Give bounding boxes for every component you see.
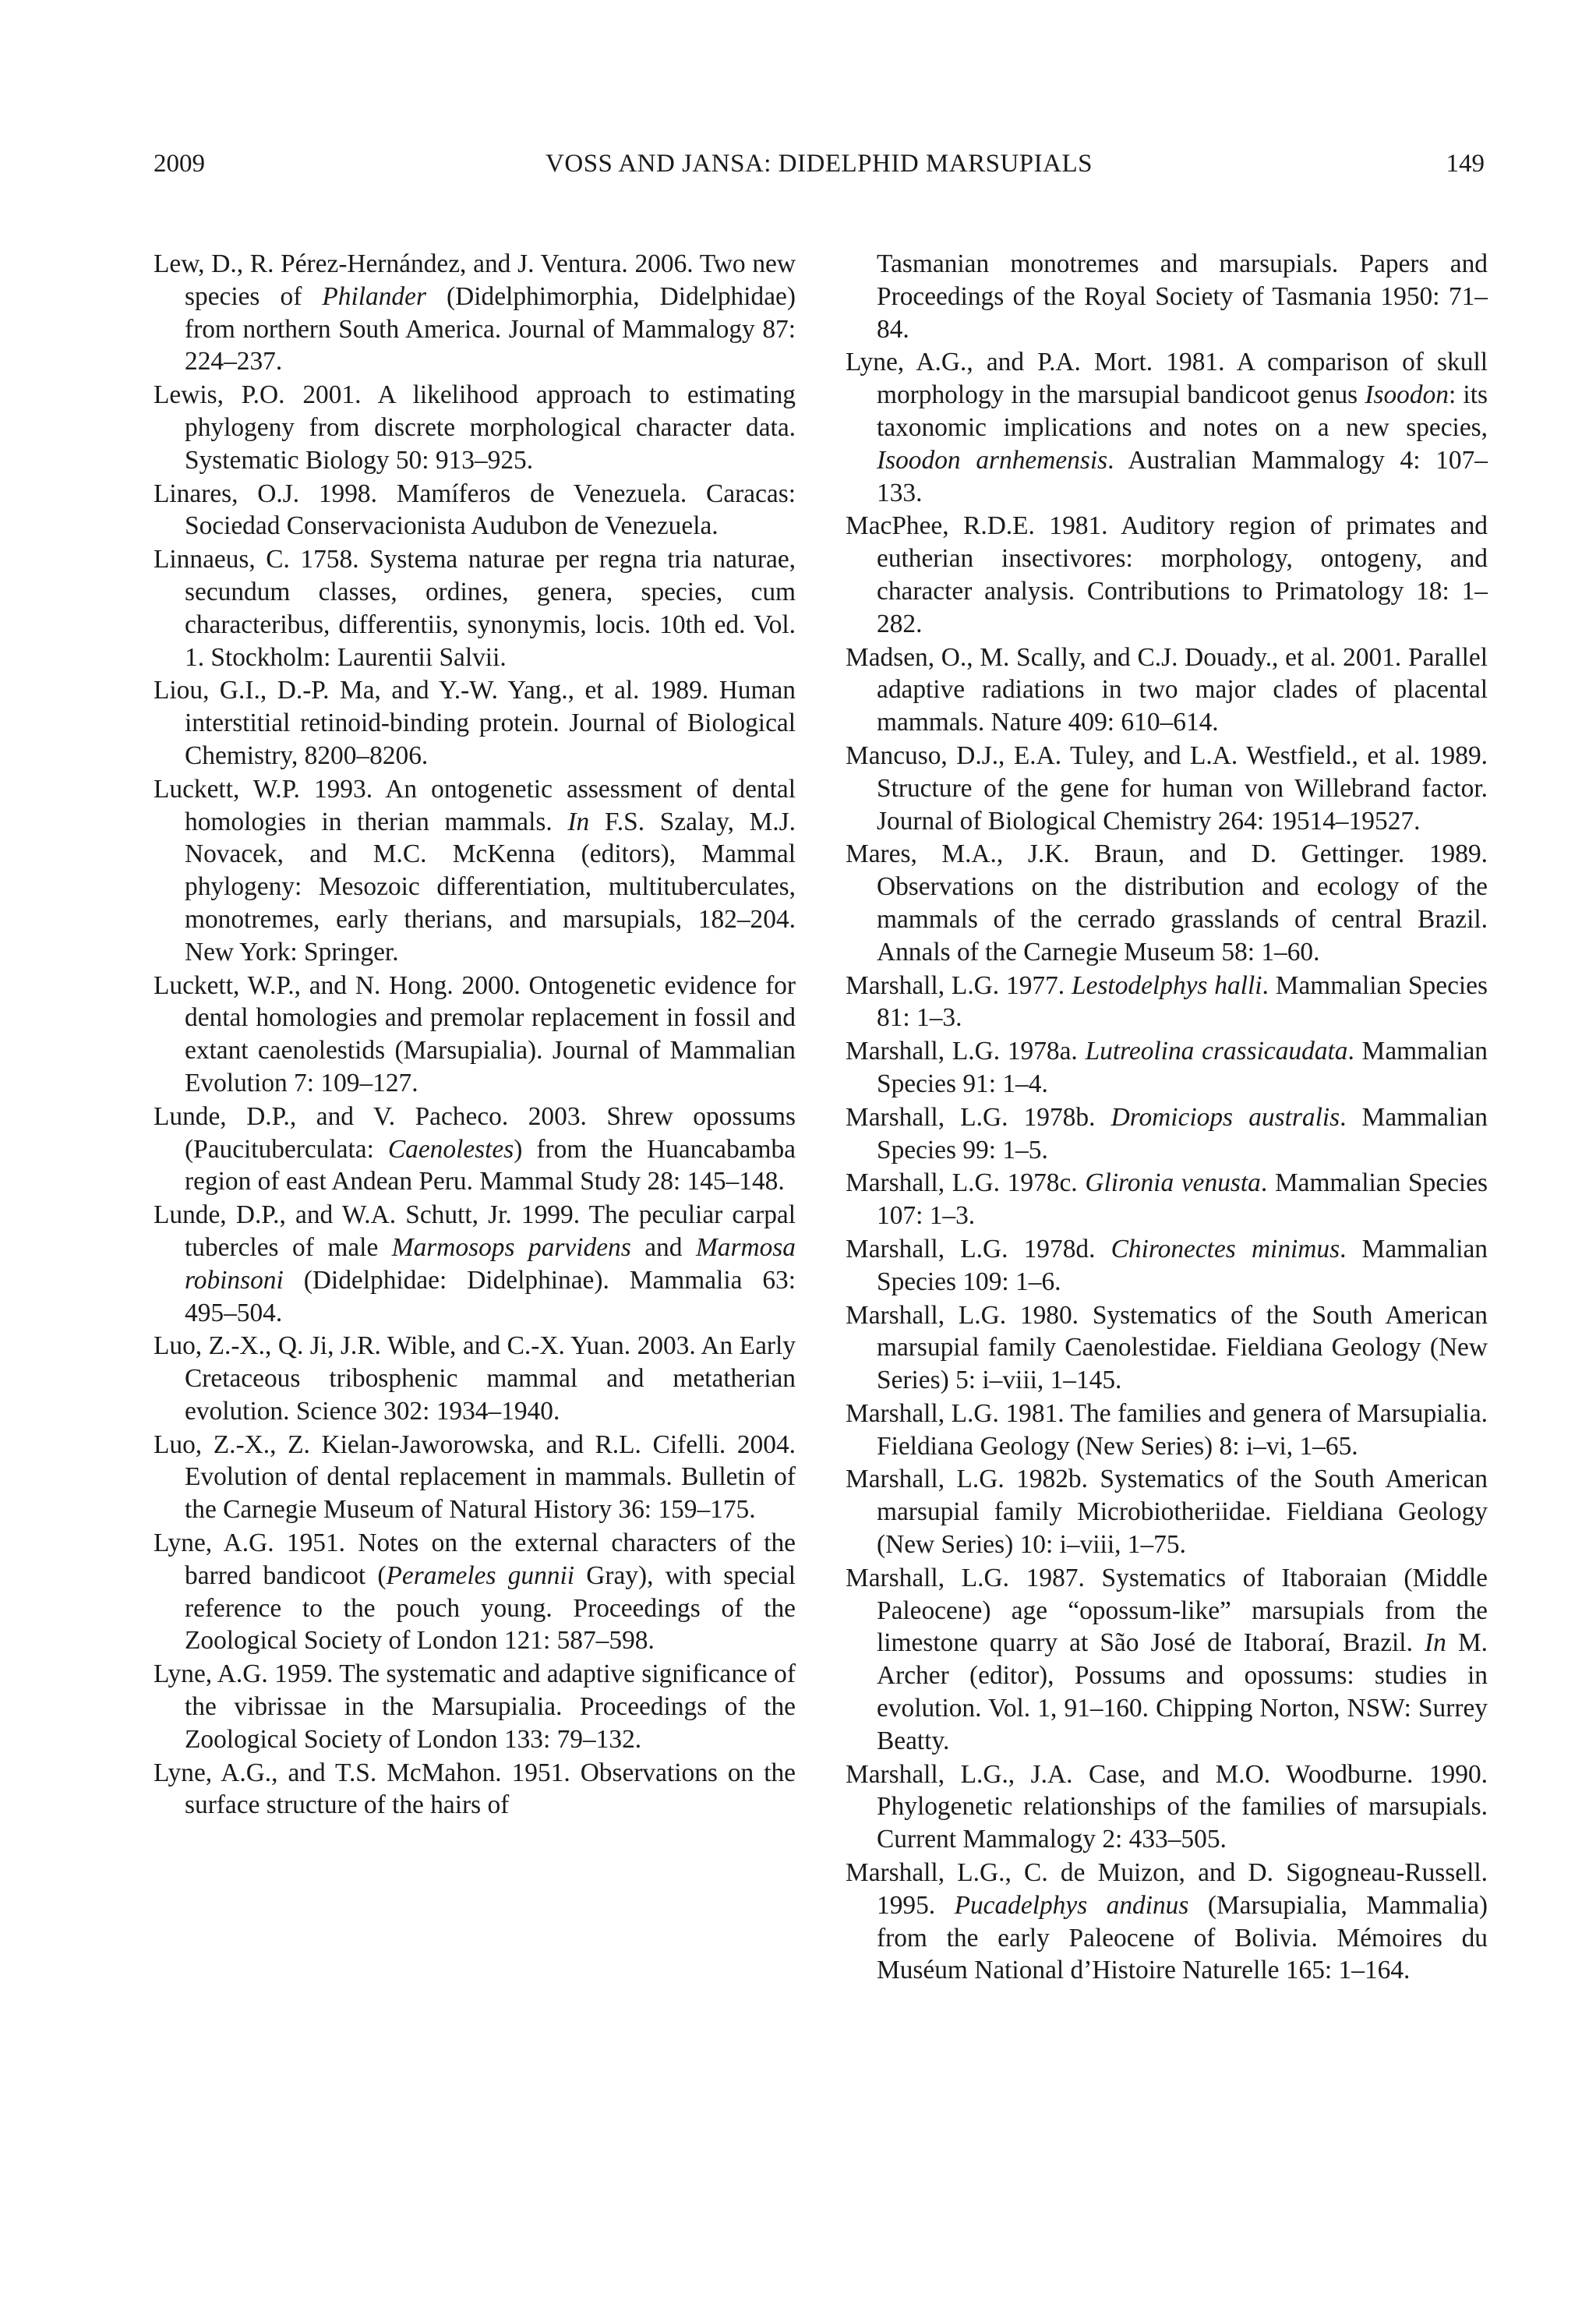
reference-entry: Linnaeus, C. 1758. Systema naturae per regna tria naturae, secundum classes, ordines, genera, species, cum characteribus, differentiis, synonymis, locis. 10th ed. Vol. 1. Stockholm: Laurentii Salvii.	[154, 545, 796, 672]
page-header	[154, 145, 1485, 182]
reference-entry: Mares, M.A., J.K. Braun, and D. Gettinger. 1989. Observations on the distribution and ecology of the mammals of the cerrado grasslands of central Brazil. Annals of the Carnegie Museum 58: 1–60.	[846, 839, 1488, 967]
reference-entry: Marshall, L.G., C. de Muizon, and D. Sigogneau-Russell. 1995. Pucadelphys andinus (Marsupialia, Mammalia) from the early Paleocene of Bolivia. Mémoires du Muséum National d’Histoire Naturelle 165: 1–164.	[846, 1858, 1488, 1985]
reference-entry: Luckett, W.P. 1993. An ontogenetic assessment of dental homologies in therian mammals. In F.S. Szalay, M.J. Novacek, and M.C. McKenna (editors), Mammal phylogeny: Mesozoic differentiation, multituberculates, monotremes, early therians, and marsupials, 182–204. New York: Springer.	[154, 774, 796, 967]
reference-entry: Luckett, W.P., and N. Hong. 2000. Ontogenetic evidence for dental homologies and premolar replacement in fossil and extant caenolestids (Marsupialia). Journal of Mammalian Evolution 7: 109–127.	[154, 970, 796, 1097]
reference-entry: Marshall, L.G. 1977. Lestodelphys halli. Mammalian Species 81: 1–3.	[846, 970, 1488, 1033]
references-right-column	[846, 248, 1488, 1988]
reference-entry: Tasmanian monotremes and marsupials. Papers and Proceedings of the Royal Society of Tasmania 1950: 71–84.	[877, 249, 1488, 344]
reference-entry: Marshall, L.G. 1982b. Systematics of the South American marsupial family Microbiotheriidae. Fieldiana Geology (New Series) 10: i–viii, 1–75.	[846, 1465, 1488, 1560]
reference-entry: Marshall, L.G. 1987. Systematics of Itaboraian (Middle Paleocene) age “opossum-like” marsupials from the limestone quarry at São José de Itaboraí, Brazil. In M. Archer (editor), Possums and opossums: studies in evolution. Vol. 1, 91–160. Chipping Norton, NSW: Surrey Beatty.	[846, 1563, 1488, 1755]
references-left-column	[154, 248, 796, 1822]
reference-entry: Liou, G.I., D.-P. Ma, and Y.-W. Yang., et al. 1989. Human interstitial retinoid-binding protein. Journal of Biological Chemistry, 8200–8206.	[154, 676, 796, 770]
reference-entry: Lunde, D.P., and W.A. Schutt, Jr. 1999. The peculiar carpal tubercles of male Marmosops parvidens and Marmosa robinsoni (Didelphidae: Didelphinae). Mammalia 63: 495–504.	[154, 1200, 796, 1327]
reference-entry: Mancuso, D.J., E.A. Tuley, and L.A. Westfield., et al. 1989. Structure of the gene for human von Willebrand factor. Journal of Biological Chemistry 264: 19514–19527.	[846, 740, 1488, 836]
reference-entry: Marshall, L.G., J.A. Case, and M.O. Woodburne. 1990. Phylogenetic relationships of the families of marsupials. Current Mammalogy 2: 433–505.	[846, 1759, 1488, 1854]
reference-entry: Marshall, L.G. 1978b. Dromiciops australis. Mammalian Species 99: 1–5.	[846, 1102, 1488, 1165]
reference-entry: Luo, Z.-X., Q. Ji, J.R. Wible, and C.-X. Yuan. 2003. An Early Cretaceous tribosphenic mammal and metatherian evolution. Science 302: 1934–1940.	[154, 1331, 796, 1426]
reference-entry: Marshall, L.G. 1978a. Lutreolina crassicaudata. Mammalian Species 91: 1–4.	[846, 1037, 1488, 1098]
page-number: 149	[1446, 150, 1485, 178]
reference-entry: Lyne, A.G. 1959. The systematic and adaptive significance of the vibrissae in the Marsupialia. Proceedings of the Zoological Society of London 133: 79–132.	[154, 1659, 796, 1754]
running-title: VOSS AND JANSA: DIDELPHID MARSUPIALS	[546, 150, 1093, 178]
reference-entry: Lyne, A.G., and P.A. Mort. 1981. A comparison of skull morphology in the marsupial bandicoot genus Isoodon: its taxonomic implications and notes on a new species, Isoodon arnhemensis. Australian Mammalogy 4: 107–133.	[846, 348, 1488, 507]
reference-entry: MacPhee, R.D.E. 1981. Auditory region of primates and eutherian insectivores: morphology, ontogeny, and character analysis. Contributions to Primatology 18: 1–282.	[846, 511, 1488, 638]
reference-entry: Marshall, L.G. 1978d. Chironectes minimus. Mammalian Species 109: 1–6.	[846, 1234, 1488, 1296]
reference-entry: Marshall, L.G. 1978c. Glironia venusta. Mammalian Species 107: 1–3.	[846, 1168, 1488, 1231]
reference-entry: Madsen, O., M. Scally, and C.J. Douady., et al. 2001. Parallel adaptive radiations in two major clades of placental mammals. Nature 409: 610–614.	[846, 642, 1488, 737]
reference-entry: Lyne, A.G., and T.S. McMahon. 1951. Observations on the surface structure of the hairs of	[154, 1758, 796, 1820]
reference-entry: Linares, O.J. 1998. Mamíferos de Venezuela. Caracas: Sociedad Conservacionista Audubon de Venezuela.	[154, 479, 796, 541]
reference-entry: Luo, Z.-X., Z. Kielan-Jaworowska, and R.L. Cifelli. 2004. Evolution of dental replacement in mammals. Bulletin of the Carnegie Museum of Natural History 36: 159–175.	[154, 1430, 796, 1525]
reference-entry: Marshall, L.G. 1980. Systematics of the South American marsupial family Caenolestidae. Fieldiana Geology (New Series) 5: i–viii, 1–145.	[846, 1300, 1488, 1395]
reference-entry: Lewis, P.O. 2001. A likelihood approach to estimating phylogeny from discrete morphological character data. Systematic Biology 50: 913–925.	[154, 380, 796, 475]
header-year: 2009	[154, 150, 205, 178]
reference-entry: Lyne, A.G. 1951. Notes on the external characters of the barred bandicoot (Perameles gunnii Gray), with special reference to the pouch young. Proceedings of the Zoological Society of London 121: 587–598.	[154, 1529, 796, 1656]
reference-entry: Lew, D., R. Pérez-Hernández, and J. Ventura. 2006. Two new species of Philander (Didelphimorphia, Didelphidae) from northern South America. Journal of Mammalogy 87: 224–237.	[154, 249, 796, 376]
reference-entry: Lunde, D.P., and V. Pacheco. 2003. Shrew opossums (Paucituberculata: Caenolestes) from the Huancabamba region of east Andean Peru. Mammal Study 28: 145–148.	[154, 1101, 796, 1196]
reference-entry: Marshall, L.G. 1981. The families and genera of Marsupialia. Fieldiana Geology (New Series) 8: i–vi, 1–65.	[846, 1398, 1488, 1461]
